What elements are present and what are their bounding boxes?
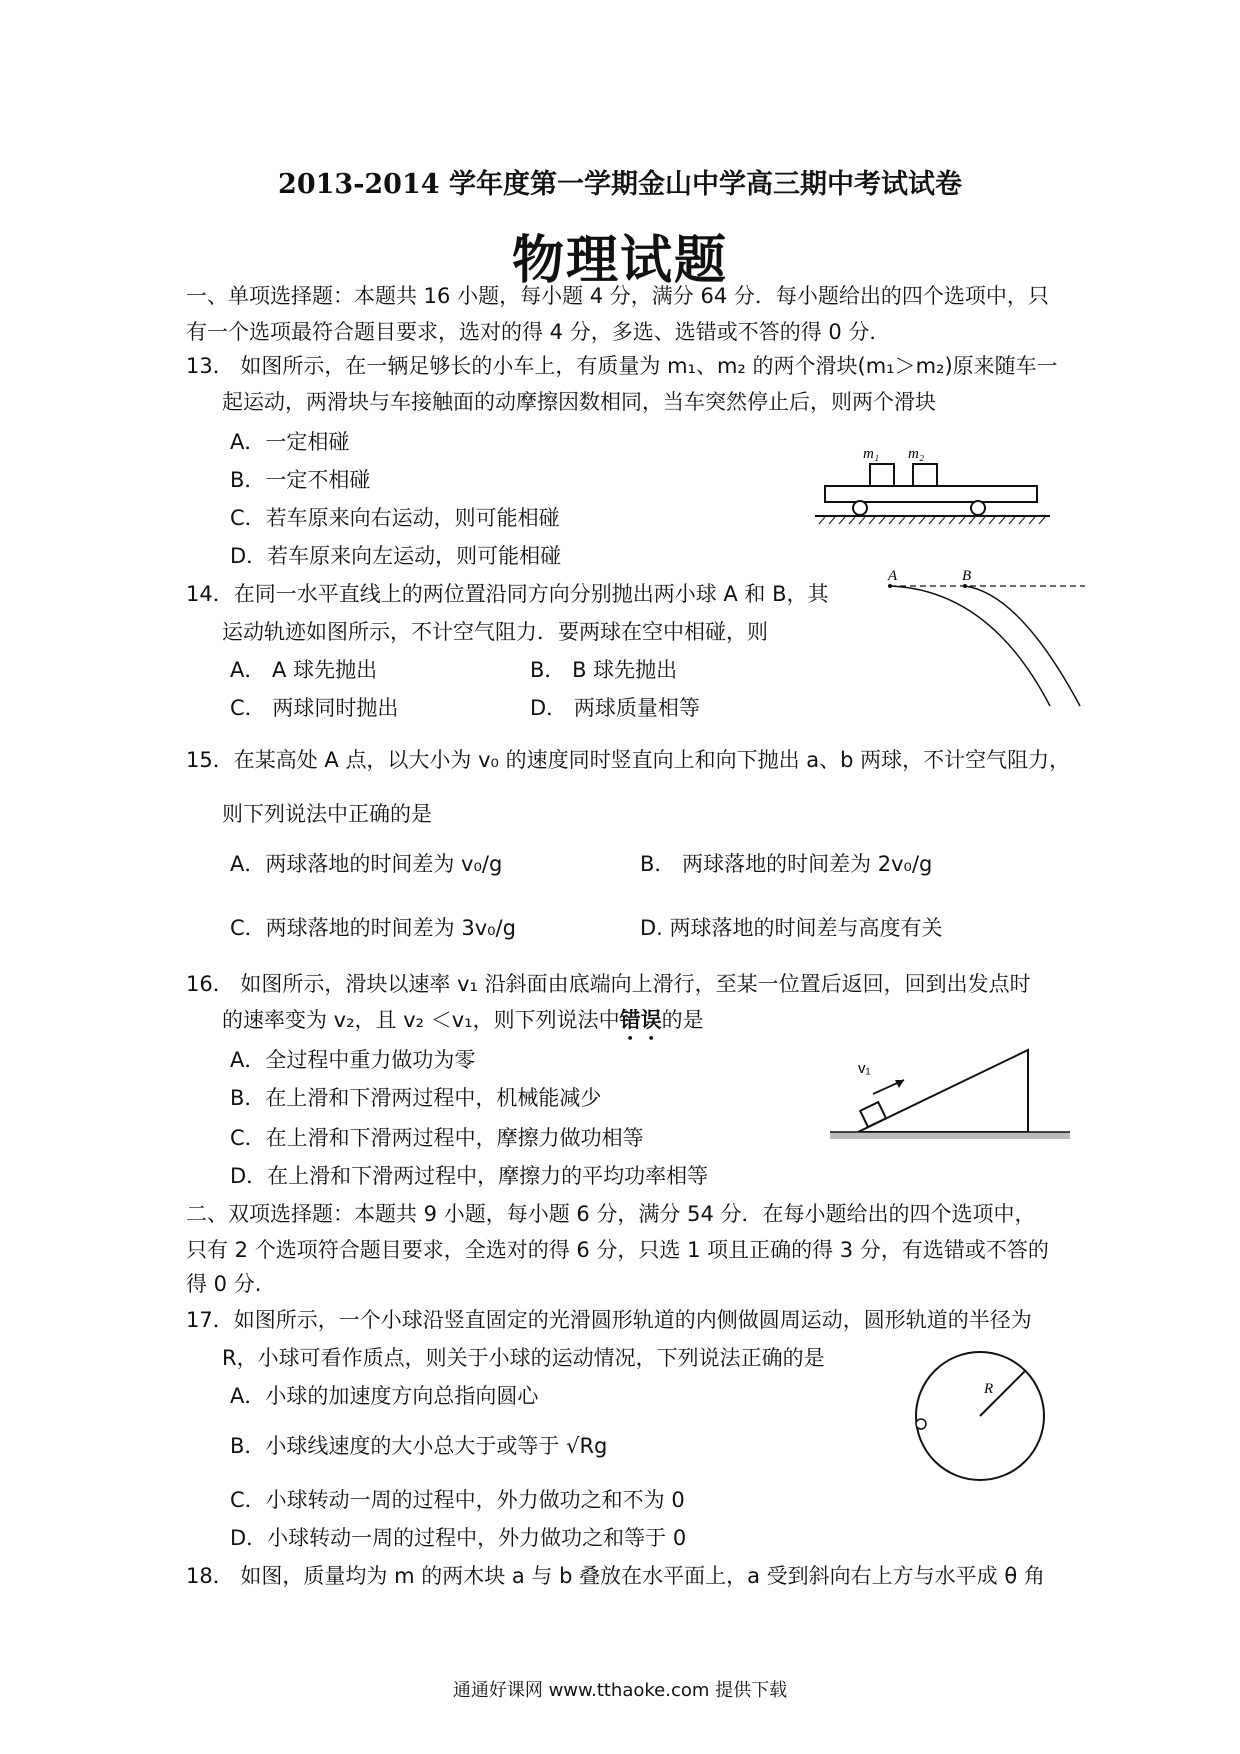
section2-instructions-line3: 得 0 分. <box>186 1272 262 1296</box>
q15-stem-line1: 15．在某高处 A 点，以大小为 v₀ 的速度同时竖直向上和向下抛出 a、b 两球，不计空气阻力， <box>186 748 1071 772</box>
q16-stem-line1: 16． 如图所示，滑块以速率 v₁ 沿斜面由底端向上滑行，至某一位置后返回，回到出发点时 <box>186 972 1031 996</box>
subject-title: 物理试题 <box>511 230 728 291</box>
q13-cart-figure <box>815 440 1060 530</box>
q14-trajectory-figure <box>870 560 1090 710</box>
section2-instructions-line2: 只有 2 个选项符合题目要求，全选对的得 6 分，只选 1 项且正确的得 3 分，有选错或不答的 <box>186 1238 1049 1262</box>
q14-fig-b-label: B <box>962 568 972 584</box>
q13-option-a: A．一定相碰 <box>230 430 350 454</box>
section1-instructions-line2: 有一个选项最符合题目要求，选对的得 4 分，多选、选错或不答的得 0 分． <box>186 320 891 344</box>
q15-stem-line2: 则下列说法中正确的是 <box>222 802 432 826</box>
section1-instructions-line1: 一、单项选择题：本题共 16 小题，每小题 4 分，满分 64 分．每小题给出的四个选项中，只 <box>186 284 1049 308</box>
q16-incline-figure <box>828 1040 1073 1145</box>
q13-option-c: C．若车原来向右运动，则可能相碰 <box>230 506 560 530</box>
q17-circle-track-figure <box>912 1348 1052 1488</box>
q17-option-b: B．小球线速度的大小总大于或等于 √Rg <box>230 1434 608 1458</box>
q14-option-d: D． 两球质量相等 <box>530 696 700 720</box>
q16-option-a: A．全过程中重力做功为零 <box>230 1048 476 1072</box>
q14-option-c: C． 两球同时抛出 <box>230 696 399 720</box>
q16-option-c: C．在上滑和下滑两过程中，摩擦力做功相等 <box>230 1126 644 1150</box>
q17-option-a: A．小球的加速度方向总指向圆心 <box>230 1384 539 1408</box>
q15-option-c: C．两球落地的时间差为 3v₀/g <box>230 916 516 940</box>
q14-option-b: B． B 球先抛出 <box>530 658 678 682</box>
q13-stem-line2: 起运动，两滑块与车接触面的动摩擦因数相同，当车突然停止后，则两个滑块 <box>222 390 936 414</box>
q14-stem-line1: 14．在同一水平直线上的两位置沿同方向分别抛出两小球 A 和 B，其 <box>186 582 829 606</box>
q14-option-a: A． A 球先抛出 <box>230 658 378 682</box>
q15-option-b: B． 两球落地的时间差为 2v₀/g <box>640 852 933 876</box>
q17-option-c: C．小球转动一周的过程中，外力做功之和不为 0 <box>230 1488 685 1512</box>
q16-stem-line2 <box>222 1006 704 1045</box>
q16-stem-line2-pre: 的速率变为 v₂，且 v₂ ＜v₁，则下列说法中 <box>222 1008 620 1032</box>
q15-option-a: A．两球落地的时间差为 v₀/g <box>230 852 503 876</box>
q14-stem-line2: 运动轨迹如图所示，不计空气阻力．要两球在空中相碰，则 <box>222 620 768 644</box>
footer-source: 通通好课网 www.tthaoke.com 提供下载 <box>452 1680 788 1701</box>
q16-fig-v1-label: v₁ <box>858 1060 871 1077</box>
q18-stem-line1: 18． 如图，质量均为 m 的两木块 a 与 b 叠放在水平面上，a 受到斜向右上方与水平成 θ 角 <box>186 1564 1045 1588</box>
q13-fig-m2-label: m₂ <box>908 446 925 462</box>
q13-fig-m1-label: m₁ <box>863 446 880 462</box>
q17-fig-r-label: R <box>984 1381 994 1397</box>
q17-stem-line1: 17．如图所示，一个小球沿竖直固定的光滑圆形轨道的内侧做圆周运动，圆形轨道的半径为 <box>186 1308 1032 1332</box>
q16-option-d: D．在上滑和下滑两过程中，摩擦力的平均功率相等 <box>230 1164 709 1188</box>
q17-option-d: D．小球转动一周的过程中，外力做功之和等于 0 <box>230 1526 687 1550</box>
q13-stem-line1: 13． 如图所示，在一辆足够长的小车上，有质量为 m₁、m₂ 的两个滑块(m₁＞m₂)原来随车一 <box>186 354 1058 378</box>
exam-title: 2013-2014 学年度第一学期金山中学高三期中考试试卷 <box>278 169 962 200</box>
q15-option-d: D. 两球落地的时间差与高度有关 <box>640 916 943 940</box>
q13-option-b: B．一定不相碰 <box>230 468 371 492</box>
q16-stem-line2-post: 的是 <box>661 1008 704 1032</box>
q16-emphasis-wrong: 错误 <box>619 1008 662 1032</box>
q13-option-d: D．若车原来向左运动，则可能相碰 <box>230 544 562 568</box>
q14-fig-a-label: A <box>888 568 898 584</box>
section2-instructions-line1: 二、双项选择题：本题共 9 小题，每小题 6 分，满分 54 分．在每小题给出的四个选项中， <box>186 1202 1036 1226</box>
q17-stem-line2: R，小球可看作质点，则关于小球的运动情况，下列说法正确的是 <box>222 1346 825 1370</box>
q16-option-b: B．在上滑和下滑两过程中，机械能减少 <box>230 1086 602 1110</box>
